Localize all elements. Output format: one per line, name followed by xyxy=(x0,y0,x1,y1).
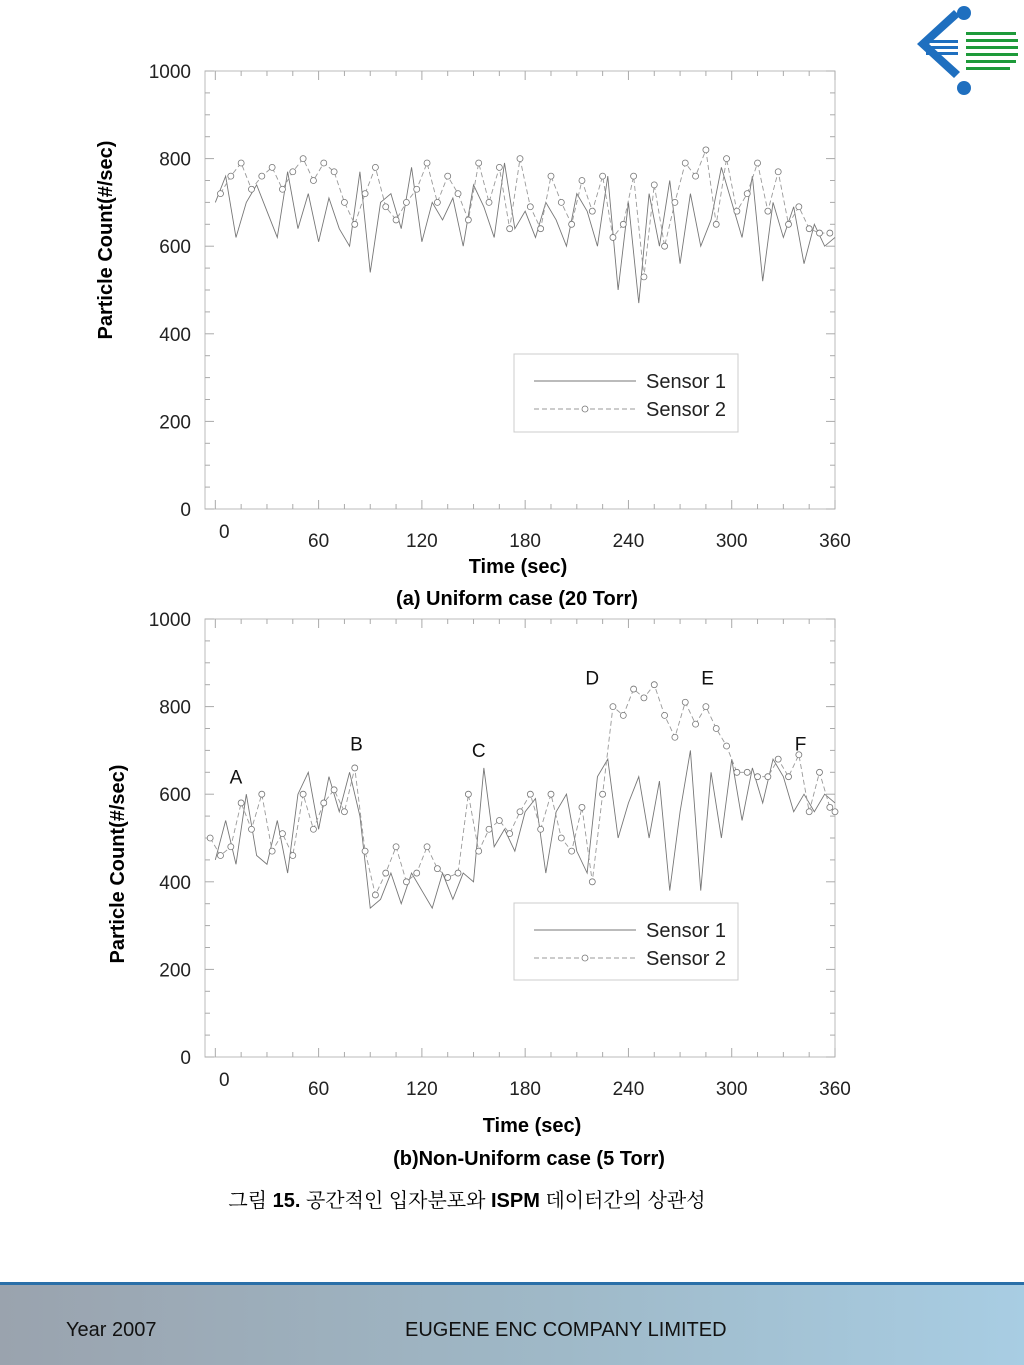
chart-1-sensor-2-point xyxy=(290,169,296,175)
chart-1-x-tick-label: 360 xyxy=(819,531,851,552)
chart-2-legend-label-sensor-2: Sensor 2 xyxy=(646,948,727,970)
chart-2-sensor-2-point xyxy=(806,809,812,815)
chart-2-sensor-2-point xyxy=(600,791,606,797)
chart-2-sensor-2-point xyxy=(465,791,471,797)
chart-1-sensor-2-point xyxy=(372,164,378,170)
chart-1-y-tick-label: 0 xyxy=(180,500,191,521)
chart-2-sensor-2-point xyxy=(217,853,223,859)
chart-2-sensor-2-point xyxy=(362,848,368,854)
figure-caption-part-1: 그림 xyxy=(228,1190,273,1212)
figure-caption-part-5: 데이터간의 상관성 xyxy=(539,1190,706,1212)
chart-1-sensor-2-point xyxy=(775,169,781,175)
chart-1-sensor-2-point xyxy=(651,182,657,188)
chart-1-y-tick-label: 600 xyxy=(159,237,191,259)
chart-2-sensor-2-point xyxy=(631,686,637,692)
chart-2-x-axis-label: Time (sec) xyxy=(482,1115,582,1137)
chart-1-sensor-2-point xyxy=(558,199,564,205)
chart-1-sensor-2-point xyxy=(755,160,761,166)
chart-1-sensor-2-point xyxy=(341,199,347,205)
chart-1-y-tick-label: 1000 xyxy=(148,62,191,83)
chart-2-sensor-2-point xyxy=(672,734,678,740)
chart-2-sensor-2-point xyxy=(300,791,306,797)
chart-1-sensor-2-point xyxy=(579,178,585,184)
chart-1-y-axis-label: Particle Count(#/sec) xyxy=(95,140,117,340)
chart-1-sensor-2-point xyxy=(662,243,668,249)
chart-2-sensor-2-point xyxy=(414,870,420,876)
chart-2-sensor-2-point xyxy=(817,769,823,775)
chart-2-annotation-B: B xyxy=(350,734,363,756)
chart-1-sensor-2-point xyxy=(806,226,812,232)
chart-1-sensor-2-point xyxy=(455,191,461,197)
chart-1-sensor-2-point xyxy=(724,156,730,162)
chart-2-sensor-2-point xyxy=(527,791,533,797)
chart-2-sensor-2-point xyxy=(558,835,564,841)
chart-1-sensor-2-point xyxy=(589,208,595,214)
chart-2-sensor-2-point xyxy=(269,848,275,854)
chart-2-sensor-2-point xyxy=(403,879,409,885)
chart-1-sensor-2-point xyxy=(713,221,719,227)
chart-1-x-tick-label: 300 xyxy=(715,531,748,552)
chart-1-plot-frame xyxy=(205,71,835,509)
chart-2-sensor-2-point xyxy=(755,774,761,780)
chart-1-sensor-2-point xyxy=(641,274,647,280)
chart-2-x-tick-label: 300 xyxy=(715,1079,748,1100)
chart-1-sensor-2-point xyxy=(507,226,513,232)
chart-2-annotation-A: A xyxy=(229,767,243,789)
chart-1-x-tick-label: 180 xyxy=(509,531,542,552)
chart-2-sensor-2-point xyxy=(248,826,254,832)
chart-2-sensor-2-point xyxy=(486,826,492,832)
chart-2-sensor-2-point xyxy=(496,817,502,823)
chart-1-sensor-2-point xyxy=(600,173,606,179)
figure-caption-part-4: ISPM xyxy=(490,1190,540,1212)
chart-2-sensor-2-point xyxy=(238,800,244,806)
chart-2-x-tick-label: 60 xyxy=(308,1079,330,1100)
chart-2-plot-frame xyxy=(205,619,835,1057)
chart-2-sensor-2-point xyxy=(424,844,430,850)
chart-1-y-tick-label: 400 xyxy=(159,324,191,346)
chart-1-sensor-2-point xyxy=(352,221,358,227)
chart-2-sensor-2-point xyxy=(569,848,575,854)
chart-2-series-sensor-2 xyxy=(210,685,835,895)
chart-2-sensor-2-point xyxy=(786,774,792,780)
chart-2-sensor-2-point xyxy=(548,791,554,797)
chart-1-sensor-2-point xyxy=(827,230,833,236)
chart-2-y-tick-label: 200 xyxy=(159,960,191,982)
chart-1-x-tick-label: 120 xyxy=(406,531,438,552)
chart-1-y-tick-label: 800 xyxy=(159,149,191,171)
chart-1-x-axis-label: Time (sec) xyxy=(468,556,568,578)
chart-2-sensor-2-point xyxy=(434,866,440,872)
chart-1-sensor-2-point xyxy=(248,186,254,192)
chart-1-legend-label-sensor-1: Sensor 1 xyxy=(646,371,727,393)
chart-1-x-tick-label: 60 xyxy=(308,531,330,552)
chart-2-sensor-2-point xyxy=(827,804,833,810)
chart-2-y-tick-label: 400 xyxy=(159,872,191,894)
footer-year: Year 2007 xyxy=(66,1319,157,1341)
chart-2-sensor-2-point xyxy=(765,774,771,780)
chart-2-annotation-E: E xyxy=(701,668,714,690)
chart-1-sensor-2-point xyxy=(538,226,544,232)
chart-2-x-tick-label: 120 xyxy=(406,1079,438,1100)
chart-1-sensor-2-point xyxy=(548,173,554,179)
figure-caption-part-2: 15. xyxy=(272,1190,301,1212)
footer-bar xyxy=(0,1282,1024,1365)
chart-1-sensor-2-point xyxy=(486,199,492,205)
chart-1-legend-marker-sensor-2 xyxy=(582,406,588,412)
chart-2-sensor-2-point xyxy=(279,831,285,837)
chart-2-sensor-2-point xyxy=(620,712,626,718)
chart-2-x-tick-label: 240 xyxy=(612,1079,645,1100)
chart-2-x-tick-label: 0 xyxy=(219,1070,230,1091)
chart-2-sensor-2-point xyxy=(207,835,213,841)
chart-1-sensor-2-point xyxy=(414,186,420,192)
chart-2-sensor-2-point xyxy=(682,699,688,705)
chart-2-sensor-2-point xyxy=(662,712,668,718)
chart-2-sensor-2-point xyxy=(476,848,482,854)
chart-1-sensor-2-point xyxy=(703,147,709,153)
chart-1-sensor-2-point xyxy=(631,173,637,179)
chart-1-x-tick-label: 0 xyxy=(219,522,230,543)
chart-1-sensor-2-point xyxy=(734,208,740,214)
figure-caption-part-3: 공간적인 입자분포와 xyxy=(300,1190,491,1212)
chart-1-sensor-2-point xyxy=(672,199,678,205)
chart-1-sensor-2-point xyxy=(817,230,823,236)
chart-2-y-axis-label: Particle Count(#/sec) xyxy=(107,764,129,964)
chart-1-sensor-2-point xyxy=(434,199,440,205)
chart-1-sensor-2-point xyxy=(279,186,285,192)
chart-1-sensor-2-point xyxy=(259,173,265,179)
chart-1-sensor-2-point xyxy=(383,204,389,210)
chart-1-sensor-2-point xyxy=(445,173,451,179)
chart-1-sensor-2-point xyxy=(796,204,802,210)
chart-2-sensor-2-point xyxy=(259,791,265,797)
chart-1-sensor-2-point xyxy=(476,160,482,166)
chart-2-sensor-2-point xyxy=(331,787,337,793)
chart-1-sensor-2-point xyxy=(517,156,523,162)
chart-2-sensor-2-point xyxy=(693,721,699,727)
chart-2-sensor-2-point xyxy=(589,879,595,885)
chart-1-sensor-2-point xyxy=(300,156,306,162)
chart-2-sensor-2-point xyxy=(455,870,461,876)
chart-1-sensor-2-point xyxy=(403,199,409,205)
chart-2-sensor-2-point xyxy=(775,756,781,762)
footer-company: EUGENE ENC COMPANY LIMITED xyxy=(405,1319,727,1341)
chart-2-sensor-2-point xyxy=(744,769,750,775)
chart-2-legend-label-sensor-1: Sensor 1 xyxy=(646,920,727,942)
chart-1-sensor-2-point xyxy=(527,204,533,210)
chart-2-sensor-2-point xyxy=(310,826,316,832)
chart-2-x-tick-label: 360 xyxy=(819,1079,851,1100)
chart-2-sensor-2-point xyxy=(321,800,327,806)
chart-2-sensor-2-point xyxy=(641,695,647,701)
chart-2-sensor-2-point xyxy=(610,704,616,710)
chart-2-y-tick-label: 800 xyxy=(159,697,191,719)
chart-1-sensor-2-point xyxy=(693,173,699,179)
chart-2-sensor-2-point xyxy=(383,870,389,876)
chart-2-series-sensor-1 xyxy=(215,750,835,908)
chart-2-sensor-2-point xyxy=(538,826,544,832)
chart-2-legend-marker-sensor-2 xyxy=(582,955,588,961)
chart-1-sensor-2-point xyxy=(610,234,616,240)
figure-caption xyxy=(228,1189,705,1212)
chart-1-sensor-2-point xyxy=(744,191,750,197)
chart-2-y-tick-label: 600 xyxy=(159,785,191,807)
chart-2-sensor-2-point xyxy=(579,804,585,810)
chart-1-sensor-2-point xyxy=(228,173,234,179)
chart-1-sensor-2-point xyxy=(238,160,244,166)
chart-2-annotation-C: C xyxy=(471,740,486,762)
chart-1-caption: (a) Uniform case (20 Torr) xyxy=(396,588,638,610)
chart-1-sensor-2-point xyxy=(217,191,223,197)
chart-2-annotation-F: F xyxy=(794,734,807,756)
chart-1-y-tick-label: 200 xyxy=(159,412,191,434)
chart-2-sensor-2-point xyxy=(507,831,513,837)
chart-1-sensor-2-point xyxy=(765,208,771,214)
chart-2-sensor-2-point xyxy=(734,769,740,775)
chart-1-sensor-2-point xyxy=(393,217,399,223)
chart-1-sensor-2-point xyxy=(682,160,688,166)
chart-2-sensor-2-point xyxy=(703,704,709,710)
chart-1-x-tick-label: 240 xyxy=(612,531,645,552)
chart-2-sensor-2-point xyxy=(372,892,378,898)
chart-2-sensor-2-point xyxy=(517,809,523,815)
chart-1-sensor-2-point xyxy=(269,164,275,170)
chart-2-caption: (b)Non-Uniform case (5 Torr) xyxy=(393,1148,665,1170)
chart-1-sensor-2-point xyxy=(465,217,471,223)
chart-1-sensor-2-point xyxy=(362,191,368,197)
chart-1-sensor-2-point xyxy=(496,164,502,170)
chart-1-sensor-2-point xyxy=(620,221,626,227)
chart-2-y-tick-label: 0 xyxy=(180,1048,191,1069)
chart-2-y-tick-label: 1000 xyxy=(148,610,191,631)
chart-2-sensor-2-point xyxy=(393,844,399,850)
chart-1-sensor-2-point xyxy=(321,160,327,166)
chart-2-x-tick-label: 180 xyxy=(509,1079,542,1100)
chart-2-sensor-2-point xyxy=(341,809,347,815)
chart-1-sensor-2-point xyxy=(786,221,792,227)
chart-1-sensor-2-point xyxy=(310,178,316,184)
chart-2-sensor-2-point xyxy=(352,765,358,771)
chart-2-sensor-2-point xyxy=(290,853,296,859)
chart-1-sensor-2-point xyxy=(569,221,575,227)
chart-1-sensor-2-point xyxy=(331,169,337,175)
chart-2-sensor-2-point xyxy=(832,809,838,815)
chart-2-sensor-2-point xyxy=(228,844,234,850)
chart-1-legend-label-sensor-2: Sensor 2 xyxy=(646,399,727,421)
chart-2-sensor-2-point xyxy=(713,726,719,732)
chart-2-sensor-2-point xyxy=(445,874,451,880)
company-logo-icon xyxy=(912,2,1020,98)
chart-1-sensor-2-point xyxy=(424,160,430,166)
chart-2-sensor-2-point xyxy=(724,743,730,749)
chart-2-sensor-2-point xyxy=(651,682,657,688)
chart-2-annotation-D: D xyxy=(585,668,600,690)
